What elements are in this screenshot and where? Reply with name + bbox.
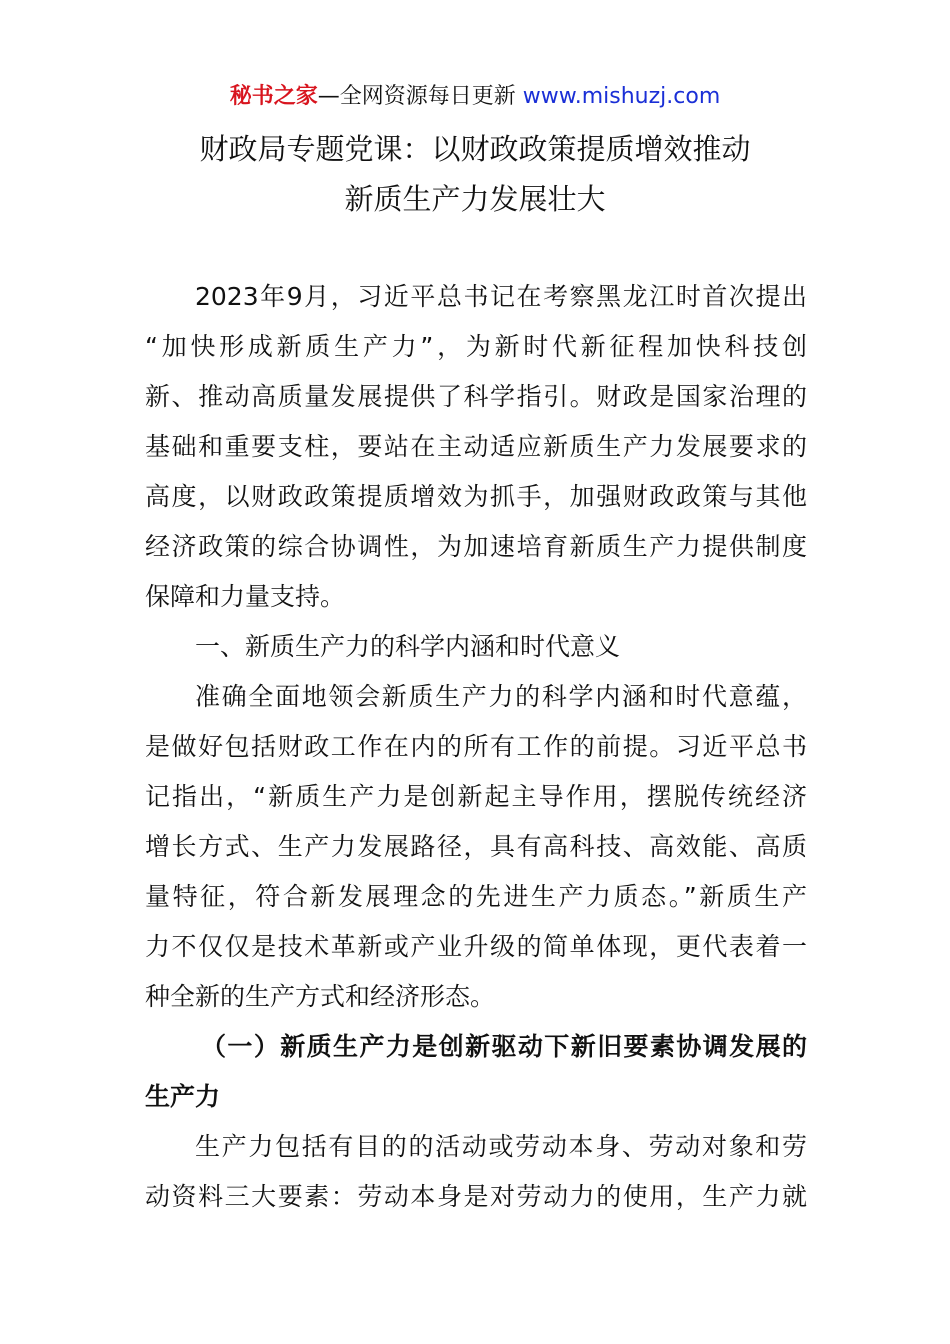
document-title-line-1: 财政局专题党课：以财政政策提质增效推动 xyxy=(199,132,751,166)
text-line: 经济政策的综合协调性，为加速培育新质生产力提供制度 xyxy=(145,532,807,561)
text-line: 保障和力量支持。 xyxy=(145,582,346,611)
document-title-line-2: 新质生产力发展壮大 xyxy=(344,182,606,216)
text-line: 是做好包括财政工作在内的所有工作的前提。习近平总书 xyxy=(145,732,807,761)
text-line: 增长方式、生产力发展路径，具有高科技、高效能、高质 xyxy=(145,832,807,861)
text-line: 新、推动高质量发展提供了科学指引。财政是国家治理的 xyxy=(145,382,807,411)
site-url-link[interactable]: www.mishuzj.com xyxy=(522,84,721,109)
text-line: 动资料三大要素：劳动本身是对劳动力的使用，生产力就 xyxy=(145,1182,807,1211)
section-heading-1: 一、新质生产力的科学内涵和时代意义 xyxy=(195,632,621,661)
subsection-heading-1 xyxy=(145,1022,807,1122)
text-line: 种全新的生产方式和经济形态。 xyxy=(145,982,496,1011)
text-line: 生产力包括有目的的活动或劳动本身、劳动对象和劳 xyxy=(195,1132,807,1161)
text-line: 基础和重要支柱，要站在主动适应新质生产力发展要求的 xyxy=(145,432,807,461)
text-line: 高度，以财政政策提质增效为抓手，加强财政政策与其他 xyxy=(145,482,807,511)
text-line: 准确全面地领会新质生产力的科学内涵和时代意蕴， xyxy=(195,682,807,711)
paragraph-intro xyxy=(145,272,807,622)
text-line: 生产力 xyxy=(145,1082,221,1111)
text-line: （一）新质生产力是创新驱动下新旧要素协调发展的 xyxy=(201,1032,807,1061)
paragraph-factors xyxy=(145,1122,807,1222)
paragraph-meaning xyxy=(145,672,807,1022)
site-brand: 秘书之家 xyxy=(229,84,318,109)
text-line: 记指出，“新质生产力是创新起主导作用，摆脱传统经济 xyxy=(145,782,807,811)
text-line: 力不仅仅是技术革新或产业升级的简单体现，更代表着一 xyxy=(145,932,807,961)
site-tagline: —全网资源每日更新 xyxy=(317,84,523,109)
site-header xyxy=(0,80,950,114)
document-body xyxy=(145,272,807,1222)
text-line: “加快形成新质生产力”，为新时代新征程加快科技创 xyxy=(145,332,807,361)
text-line: 2023年9月，习近平总书记在考察黑龙江时首次提出 xyxy=(195,282,807,311)
text-line: 量特征，符合新发展理念的先进生产力质态。”新质生产 xyxy=(145,882,807,911)
